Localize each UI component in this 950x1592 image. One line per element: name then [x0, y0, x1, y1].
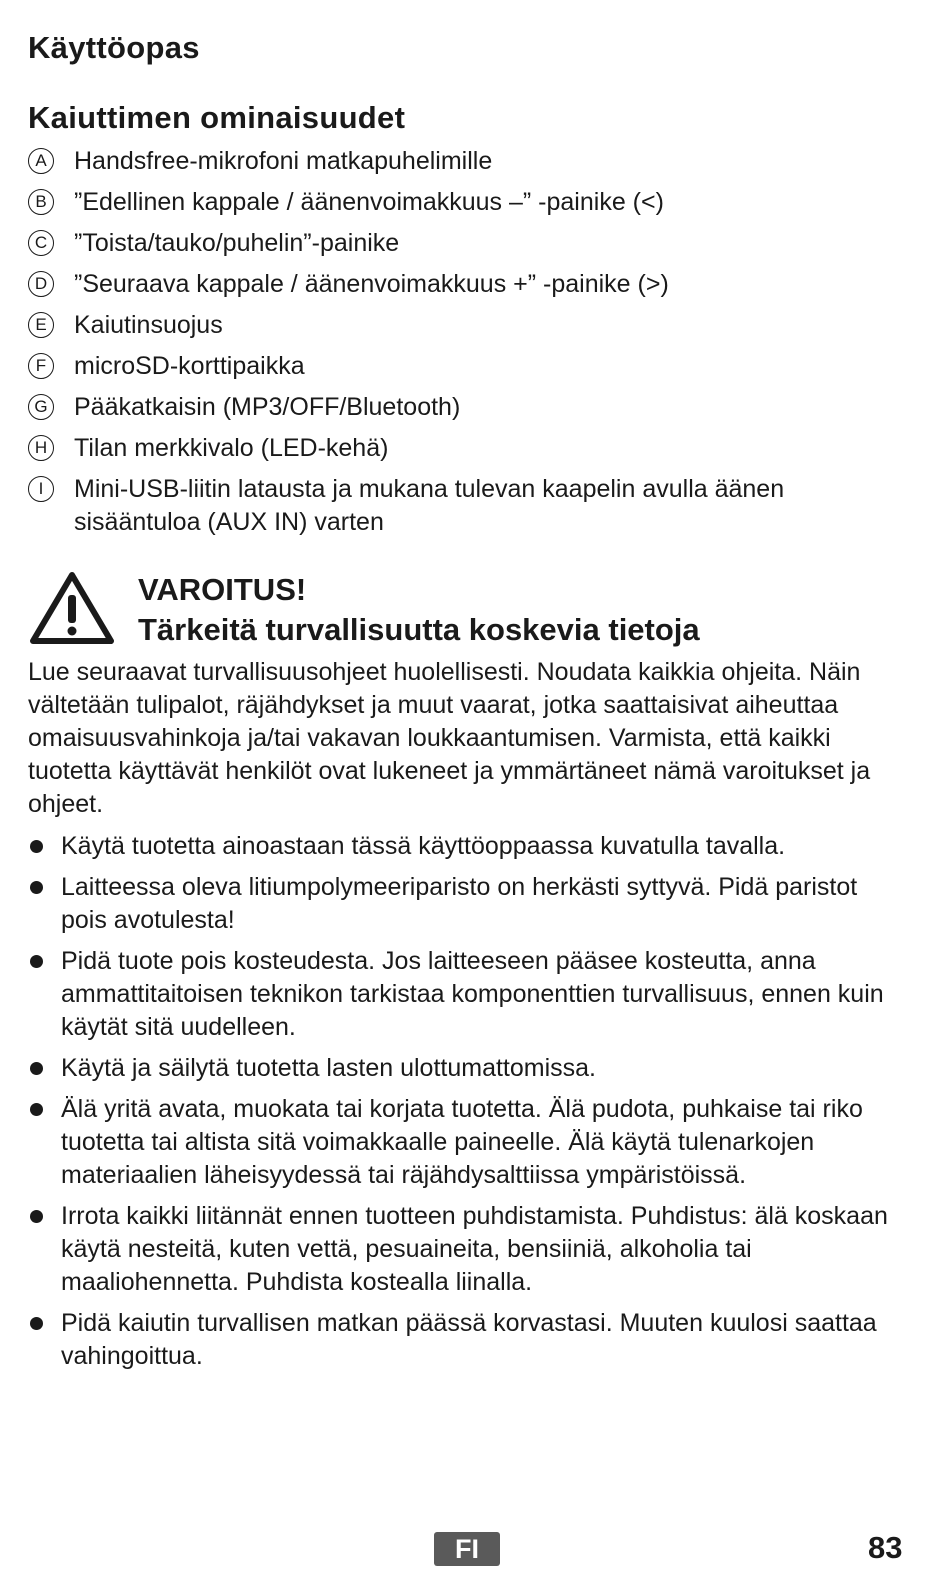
bullet-dot-icon: [30, 840, 43, 853]
feature-text: ”Toista/tauko/puhelin”-painike: [74, 229, 400, 257]
feature-text: Handsfree-mikrofoni matkapuhelimille: [74, 147, 493, 175]
feature-item: [28, 186, 908, 219]
feature-item: [28, 309, 908, 342]
feature-letter-badge: G: [28, 394, 54, 420]
safety-bullet: [28, 945, 908, 1044]
feature-item: [28, 391, 908, 424]
bullet-dot-icon: [30, 1210, 43, 1223]
feature-list: [28, 145, 908, 547]
bullet-text: Käytä tuotetta ainoastaan tässä käyttöoppaassa kuvatulla tavalla.: [61, 832, 786, 860]
bullet-dot-icon: [30, 955, 43, 968]
page-title: Käyttöopas: [28, 30, 200, 65]
feature-text: Tilan merkkivalo (LED-kehä): [74, 434, 389, 462]
warning-intro: Lue seuraavat turvallisuusohjeet huolellisesti. Noudata kaikkia ohjeita. Näin vältetään tulipalot, räjähdykset ja muut vaarat, jotka saattaisivat aiheuttaa omaisuusvahinkoja ja/tai vakavan loukkaantumisen. Varmista, että kaikki tuotetta käyttävät henkilöt ovat lukeneet ja ymmärtäneet nämä varoitukset ja ohjeet.: [28, 658, 871, 818]
bullet-text: Laitteessa oleva litiumpolymeeriparisto on herkästi syttyvä. Pidä paristot pois avotulesta!: [61, 873, 858, 934]
feature-letter-badge: I: [28, 476, 54, 502]
bullet-text: Pidä kaiutin turvallisen matkan päässä korvastasi. Muuten kuulosi saattaa vahingoittua.: [61, 1309, 877, 1370]
feature-text: Kaiutinsuojus: [74, 311, 223, 339]
bullet-text: Käytä ja säilytä tuotetta lasten ulottumattomissa.: [61, 1054, 596, 1082]
feature-text: Mini-USB-liitin latausta ja mukana tulevan kaapelin avulla äänen sisääntuloa (AUX IN) varten: [74, 475, 785, 536]
feature-letter-badge: D: [28, 271, 54, 297]
feature-letter-badge: F: [28, 353, 54, 379]
feature-item: [28, 350, 908, 383]
feature-item: [28, 473, 908, 539]
page-number: 83: [868, 1530, 903, 1565]
bullet-dot-icon: [30, 881, 43, 894]
feature-text: Pääkatkaisin (MP3/OFF/Bluetooth): [74, 393, 461, 421]
language-badge: FI: [434, 1532, 500, 1566]
feature-text: microSD-korttipaikka: [74, 352, 305, 380]
safety-bullet: [28, 1307, 908, 1373]
bullet-dot-icon: [30, 1317, 43, 1330]
warning-title: VAROITUS!: [138, 572, 307, 607]
feature-item: [28, 145, 908, 178]
safety-bullet: [28, 1200, 908, 1299]
warning-subtitle: Tärkeitä turvallisuutta koskevia tietoja: [138, 612, 700, 647]
safety-bullet: [28, 830, 908, 863]
feature-letter-badge: C: [28, 230, 54, 256]
feature-text: ”Seuraava kappale / äänenvoimakkuus +” -painike (>): [74, 270, 669, 298]
safety-bullet-list: [28, 830, 908, 1381]
bullet-dot-icon: [30, 1103, 43, 1116]
safety-bullet: [28, 1052, 908, 1085]
feature-letter-badge: E: [28, 312, 54, 338]
feature-letter-badge: A: [28, 148, 54, 174]
warning-triangle-icon: [30, 571, 114, 645]
bullet-text: Pidä tuote pois kosteudesta. Jos laitteeseen pääsee kosteutta, anna ammattitaitoisen teknikon tarkistaa komponenttien turvallisuus, ennen kuin käytät sitä uudelleen.: [61, 947, 884, 1041]
feature-letter-badge: H: [28, 435, 54, 461]
bullet-dot-icon: [30, 1062, 43, 1075]
feature-item: [28, 432, 908, 465]
feature-item: [28, 268, 908, 301]
features-heading: Kaiuttimen ominaisuudet: [28, 100, 406, 135]
feature-text: ”Edellinen kappale / äänenvoimakkuus –” -painike (<): [74, 188, 664, 216]
feature-item: [28, 227, 908, 260]
feature-letter-badge: B: [28, 189, 54, 215]
safety-bullet: [28, 1093, 908, 1192]
bullet-text: Irrota kaikki liitännät ennen tuotteen puhdistamista. Puhdistus: älä koskaan käytä nesteitä, kuten vettä, pesuaineita, bensiiniä, alkoholia tai maaliohennetta. Puhdista kostealla liinalla.: [61, 1202, 888, 1296]
safety-bullet: [28, 871, 908, 937]
bullet-text: Älä yritä avata, muokata tai korjata tuotetta. Älä pudota, puhkaise tai riko tuotetta tai altista sitä voimakkaalle paineelle. Älä käytä tulenarkojen materiaalien läheisyydessä tai räjähdysalttiissa ympäristöissä.: [61, 1095, 863, 1189]
